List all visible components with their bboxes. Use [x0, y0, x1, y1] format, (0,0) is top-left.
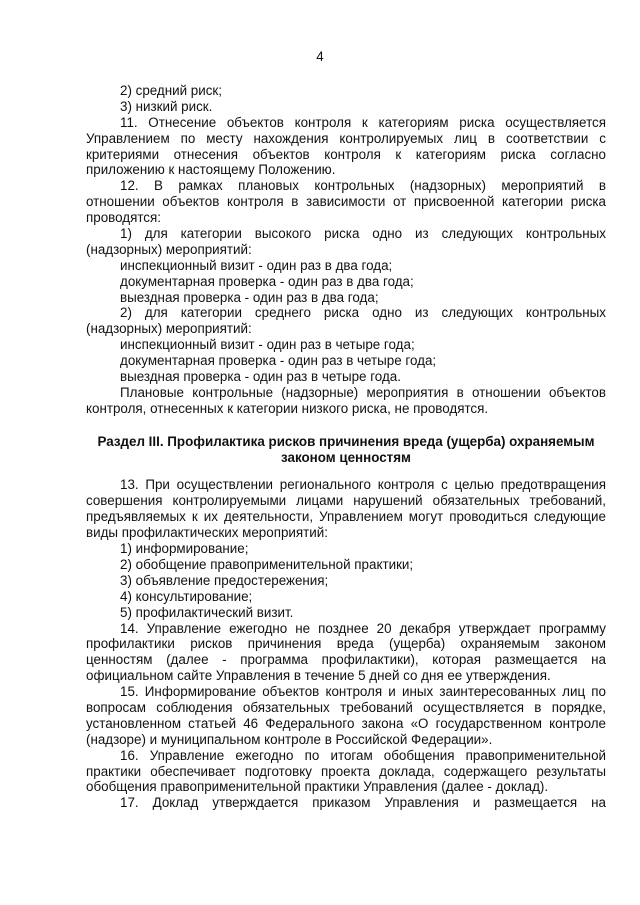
text-line: 3) объявление предостережения; — [120, 572, 329, 588]
text-line: 5) профилактический визит. — [120, 604, 294, 620]
text-line: обобщения правоприменительной практики Управления (далее - доклад). — [86, 779, 549, 795]
text-line: профилактики рисков причинения вреда (ущерба) охраняемым законом — [86, 636, 606, 652]
text-line: 1) для категории высокого риска одно из следующих контрольных — [120, 226, 606, 242]
text-line: проводятся: — [86, 210, 161, 226]
text-line: Управлением по месту нахождения контролируемых лиц в соответствии с — [86, 130, 606, 146]
text-line: документарная проверка - один раз в два года; — [120, 273, 414, 289]
text-line: критериями отнесения объектов контроля к категориям риска согласно — [86, 146, 606, 162]
text-line: инспекционный визит - один раз в четыре года; — [120, 337, 415, 353]
text-line: вопросам соблюдения обязательных требований осуществляется в порядке, — [86, 699, 606, 715]
text-line: контроля, отнесенных к категории низкого риска, не проводятся. — [86, 400, 489, 416]
section-heading — [86, 434, 606, 466]
text-line: (надзорных) мероприятий: — [86, 321, 252, 337]
text-line: 17. Доклад утверждается приказом Управления и размещается на — [120, 795, 606, 811]
text-line: 2) для категории среднего риска одно из следующих контрольных — [120, 305, 606, 321]
text-line: 13. При осуществлении регионального контроля с целью предотвращения — [120, 477, 606, 493]
spacer — [86, 465, 606, 477]
text-line: официальном сайте Управления в течение 5 дней со дня ее утверждения. — [86, 668, 551, 684]
text-line: 12. В рамках плановых контрольных (надзорных) мероприятий в — [120, 178, 606, 194]
text-line: предъявляемых к их деятельности, Управлением могут проводиться следующие — [86, 509, 606, 525]
text-line: документарная проверка - один раз в четыре года; — [120, 353, 437, 369]
text-line: 2) средний риск; — [120, 83, 223, 98]
text-line: 15. Информирование объектов контроля и иных заинтересованных лиц по — [120, 684, 606, 700]
paragraphs-block-2 — [86, 477, 606, 811]
text-line: (надзорных) мероприятий: — [86, 241, 252, 257]
paragraphs-block-1 — [86, 83, 606, 417]
text-line: Плановые контрольные (надзорные) мероприятия в отношении объектов — [120, 384, 606, 400]
text-line: 1) информирование; — [120, 541, 249, 557]
text-line: совершения контролируемыми лицами нарушений обязательных требований, — [86, 493, 606, 509]
section-heading-line-2: законом ценностям — [281, 449, 411, 465]
document-body — [86, 83, 606, 811]
page-number: 4 — [316, 49, 324, 64]
text-line: 11. Отнесение объектов контроля к категориям риска осуществляется — [120, 114, 606, 130]
text-line: отношении объектов контроля в зависимости от присвоенной категории риска — [86, 194, 606, 210]
text-line: 3) низкий риск. — [120, 98, 213, 114]
text-line: практики обеспечивает подготовку проекта доклада, содержащего результаты — [86, 763, 606, 779]
text-line: выездная проверка - один раз в четыре года. — [120, 369, 401, 385]
text-line: инспекционный визит - один раз в два года; — [120, 257, 393, 273]
text-line: ценностям (далее - программа профилактики), которая размещается на — [86, 652, 606, 668]
section-heading-line-1: Раздел III. Профилактика рисков причинения вреда (ущерба) охраняемым — [97, 433, 595, 449]
text-line: 16. Управление ежегодно по итогам обобщения правоприменительной — [120, 747, 606, 763]
text-line: виды профилактических мероприятий: — [86, 525, 328, 541]
text-line: установленном статьей 46 Федерального закона «О государственном контроле — [86, 715, 606, 731]
spacer — [86, 417, 606, 434]
text-line: (надзоре) и муниципальном контроле в Российской Федерации». — [86, 731, 493, 747]
text-line: 2) обобщение правоприменительной практики; — [120, 556, 414, 572]
text-line: 4) консультирование; — [120, 588, 253, 604]
text-line: приложению к настоящему Положению. — [86, 162, 336, 178]
text-line: выездная проверка - один раз в два года; — [120, 289, 379, 305]
text-line: 14. Управление ежегодно не позднее 20 декабря утверждает программу — [120, 620, 606, 636]
